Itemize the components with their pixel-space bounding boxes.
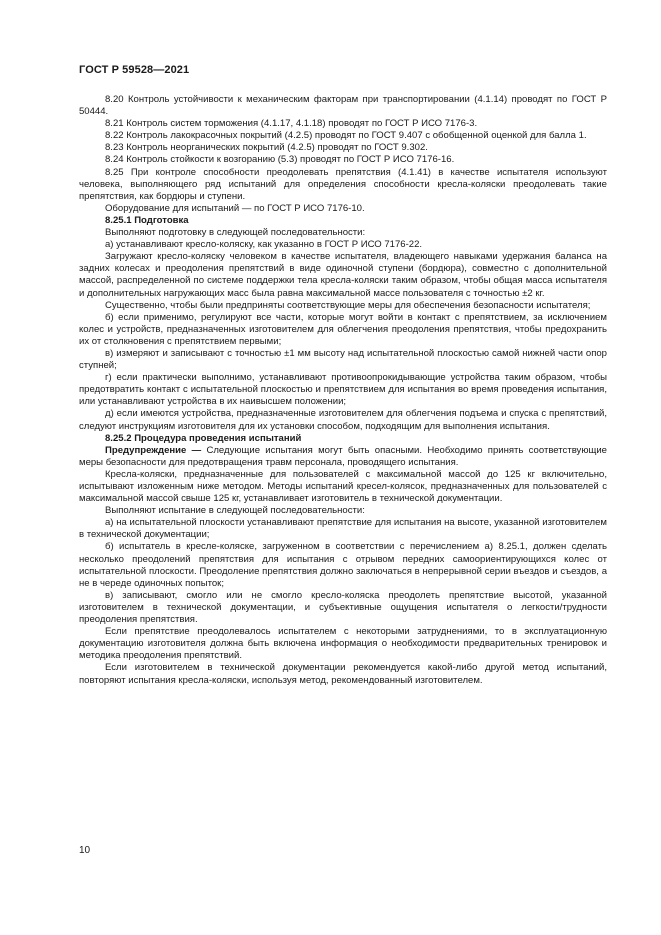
paragraph-8-24: 8.24 Контроль стойкости к возгоранию (5.3) проводят по ГОСТ Р ИСО 7176-16. [105,154,455,166]
section-heading-8-25-2: 8.25.2 Процедура проведения испытаний [105,432,302,444]
paragraph-mass-scope: Кресла-коляски, предназначенные для пользователей с максимальной массой до 125 кг включительно, испытывают изложенным ниже методом. Методы испытаний кресел-колясок, предназначенных для пользователей с максимальной массой свыше 125 кг, устанавливает изготовитель в технической документации. [79,468,607,505]
page-number: 10 [79,845,91,856]
section-heading-8-25-1: 8.25.1 Подготовка [105,214,189,226]
paragraph-8-21: 8.21 Контроль систем торможения (4.1.17, 4.1.18) проводят по ГОСТ Р ИСО 7176-3. [105,118,478,130]
list-item-prep-v: в) измеряют и записывают с точностью ±1 мм высоту над испытательной плоскостью самой нижней части опор ступней; [79,347,607,372]
paragraph-8-22: 8.22 Контроль лакокрасочных покрытий (4.2.5) проводят по ГОСТ 9.407 с обобщенной оценкой для балла 1. [105,130,587,142]
document-body [79,94,607,687]
paragraph-warning [79,445,607,469]
paragraph-loading: Загружают кресло-коляску человеком в качестве испытателя, владеющего навыками удержания баланса на задних колесах и преодоления препятствий в виде одиночной ступени (бордюра), совместно с дополнительной массой, распределенной по системе поддержки тела кресла-коляски таким образом, чтобы общая масса испытателя и дополнительных нагружающих масс была равна максимальной массе пользователя с точностью ±2 кг. [79,251,607,299]
list-item-test-a: а) на испытательной плоскости устанавливают препятствие для испытания на высоте, указанной изготовителем в технической документации; [79,517,607,541]
list-item-prep-a: а) устанавливают кресло-коляску, как указанно в ГОСТ Р ИСО 7176-22. [105,239,423,251]
list-item-test-v: в) записывают, смогло или не смогло кресло-коляска преодолеть препятствие высотой, указанной изготовителем в технической документации, и субъективные ощущения испытателя о легкости/трудности преодоления препятствия. [79,589,607,626]
paragraph-equipment: Оборудование для испытаний — по ГОСТ Р ИСО 7176-10. [105,202,365,214]
list-item-prep-g: г) если практически выполнимо, устанавливают противоопрокидывающие устройства таким образом, чтобы предотвратить контакт с испытательной плоскостью и препятствием для испытания во время проведения испытания, или устанавливают устройства в их наивысшем положении; [79,372,607,408]
paragraph-alt-method: Если изготовителем в технической документации рекомендуется какой-либо другой метод испытаний, повторяют испытания кресла-коляски, используя метод, рекомендованный изготовителем. [79,662,607,686]
warning-label: Предупреждение — [105,444,202,456]
paragraph-8-25: 8.25 При контроле способности преодолевать препятствия (4.1.41) в качестве испытателя используют человека, выполняющего ряд испытаний для определения способности кресла-коляски преодолевать такие препятствия, как бордюры и ступени. [79,166,607,202]
document-header: ГОСТ Р 59528—2021 [79,64,190,76]
paragraph-test-intro: Выполняют испытание в следующей последовательности: [105,505,365,517]
paragraph-prep-intro: Выполняют подготовку в следующей последовательности: [105,227,366,239]
paragraph-8-20: 8.20 Контроль устойчивости к механическим факторам при транспортировании (4.1.14) проводят по ГОСТ Р 50444. [79,94,607,118]
paragraph-8-23: 8.23 Контроль неорганических покрытий (4.2.5) проводят по ГОСТ 9.302. [105,142,428,154]
warning-text: Следующие испытания могут быть опасными. Необходимо принять соответствующие меры безопасности для предотвращения травм персонала, проводящего испытания. [79,444,607,468]
paragraph-safety: Существенно, чтобы были предприняты соответствующие меры для обеспечения безопасности испытателя; [105,299,591,311]
list-item-prep-d: д) если имеются устройства, предназначенные изготовителем для облегчения подъема и спуска с препятствий, следуют инструкциям изготовителя для их установки способом, подходящим для выполнения испытания. [79,408,607,432]
list-item-prep-b: б) если применимо, регулируют все части, которые могут войти в контакт с препятствием, за исключением колес и устройств, предназначенных изготовителем для облегчения преодоления препятствия, чтобы предохранить их от столкновения с препятствием первыми; [79,311,607,347]
list-item-test-b: б) испытатель в кресле-коляске, загруженном в соответствии с перечислением а) 8.25.1, должен сделать несколько преодолений препятствия для испытания с отрывом передних самоориентирующихся колес от испытательной плоскости. Преодоление препятствия должно заключаться в непрерывной серии въездов и съездов, а не в череде одиночных попыток; [79,541,607,589]
paragraph-difficulty: Если препятствие преодолевалось испытателем с некоторыми затруднениями, то в эксплуатационную документацию изготовителя должна быть включена информация о необходимости предварительных тренировок и методика преодоления препятствий. [79,626,607,662]
